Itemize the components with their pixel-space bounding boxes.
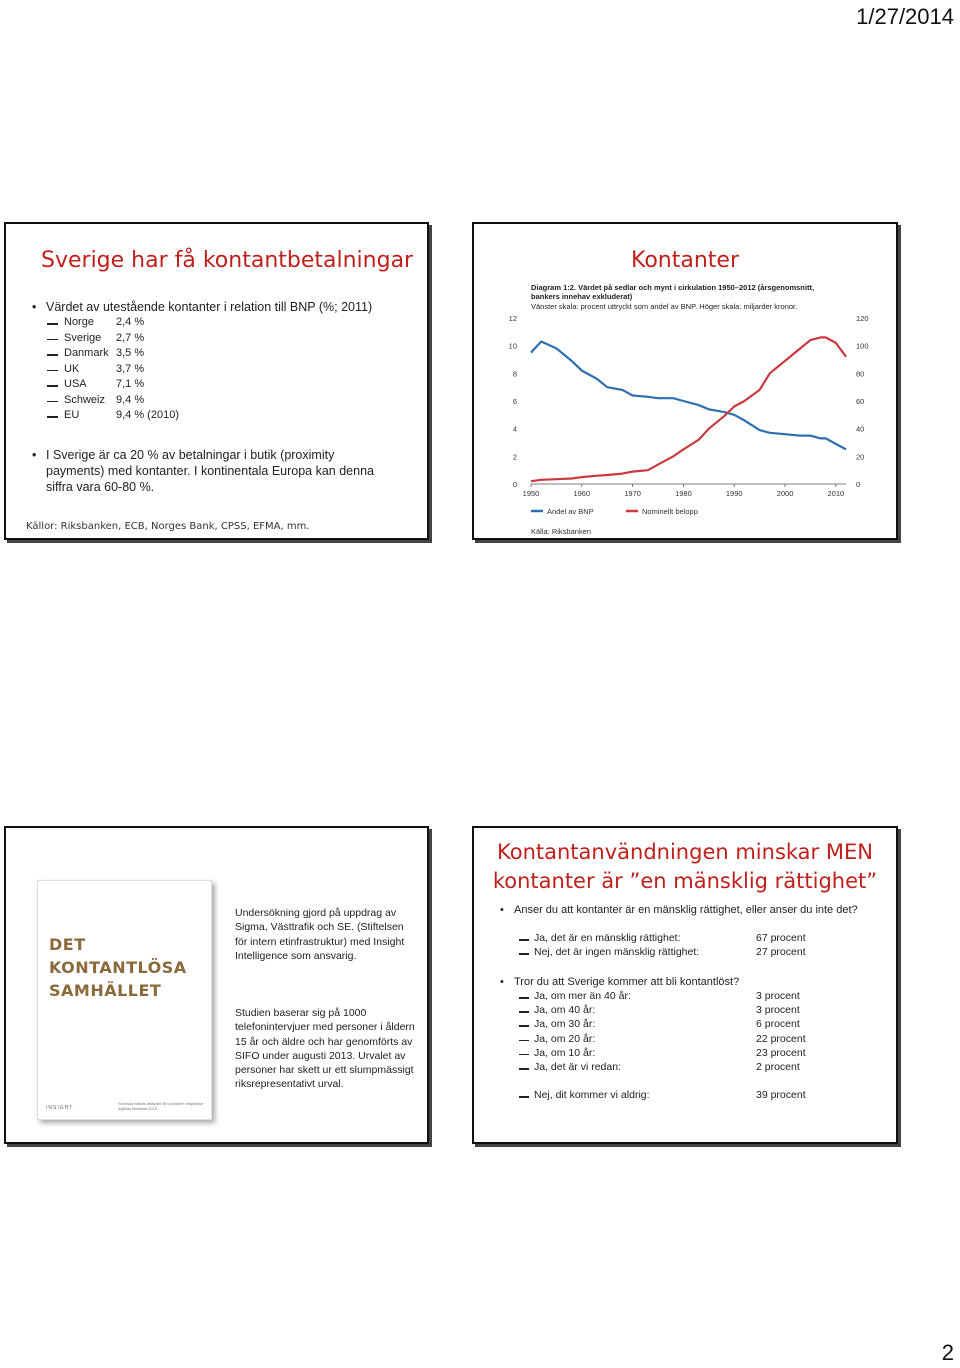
right-tick-label: 60 (856, 397, 865, 406)
chart-title-line1: Diagram 1:2. Värdet på sedlar och mynt i cirkulation 1950–2012 (årsgenomsnitt, (531, 283, 815, 292)
country-name: UK (64, 362, 80, 375)
dash (47, 385, 58, 387)
question-human-right (500, 904, 874, 916)
left-tick-label: 12 (508, 314, 517, 323)
x-tick-label: 1960 (573, 489, 591, 498)
slide-title: Sverige har få kontantbetalningar (41, 248, 414, 273)
slide-title-line: Kontantanvändningen minskar MEN (497, 840, 873, 864)
bullet-dot: • (500, 904, 504, 916)
dash (519, 1096, 529, 1098)
country-row (64, 378, 145, 390)
country-row (64, 316, 145, 328)
country-name: Schweiz (64, 393, 105, 406)
sources-note: Källor: Riksbanken, ECB, Norges Bank, CPSS, EFMA, mm. (26, 521, 310, 532)
right-tick-label: 20 (856, 452, 865, 462)
slide-survey (4, 826, 429, 1144)
left-tick-label: 10 (508, 341, 517, 351)
answer-value: 22 procent (756, 1032, 806, 1045)
answer-label: Nej, dit kommer vi aldrig: (534, 1089, 650, 1102)
left-tick-label: 6 (512, 397, 517, 406)
dash (47, 354, 58, 356)
dash (519, 997, 529, 999)
answer-value: 6 procent (756, 1018, 800, 1031)
cover-logo: INSIGHT (46, 1105, 74, 1111)
question-text: Tror du att Sverige kommer att bli kontantlöst? (514, 976, 740, 988)
country-value: 3,5 % (116, 347, 145, 359)
dash (519, 1068, 529, 1070)
page-number: 2 (941, 1340, 954, 1365)
slide-cash-chart (472, 222, 898, 540)
chart-source: Källa: Riksbanken (531, 527, 592, 536)
answer-value: 3 procent (756, 1004, 800, 1017)
country-name: Danmark (64, 347, 109, 359)
question-cashless (500, 976, 874, 988)
bullet-dot: • (32, 448, 37, 462)
left-tick-label: 4 (512, 424, 517, 434)
bullet-text-line: I Sverige är ca 20 % av betalningar i butik (proximity (46, 448, 335, 462)
left-tick-label: 2 (512, 452, 517, 462)
cover-title-line: SAMHÄLLET (49, 981, 162, 1000)
slide-human-right (472, 826, 898, 1144)
legend-label: Andel av BNP (547, 507, 594, 516)
country-row (64, 393, 145, 406)
right-tick-label: 100 (856, 341, 869, 351)
x-tick-label: 1950 (522, 489, 540, 498)
slide-title-line: kontanter är ”en mänsklig rättighet” (492, 869, 878, 893)
country-row (64, 362, 145, 375)
answer-label: Nej, det är ingen mänsklig rättighet: (534, 946, 700, 959)
bullet-text-line: payments) med kontanter. I kontinentala Europa kan denna (46, 464, 374, 478)
cover-subtitle: Svenska folkets attityder till kontanter respektive digitala betalsätt 2013 (118, 1101, 204, 1111)
bullet-text: Värdet av utestående kontanter i relation till BNP (%; 2011) (46, 300, 373, 314)
header-date: 1/27/2014 (856, 4, 954, 29)
country-name: Norge (64, 316, 94, 328)
answer-label: Ja, det är en mänsklig rättighet: (534, 932, 681, 944)
right-tick-label: 80 (856, 369, 865, 379)
x-tick-label: 2010 (827, 489, 845, 498)
question-text: Anser du att kontanter är en mänsklig rättighet, eller anser du inte det? (514, 904, 858, 916)
answer-label: Ja, det är vi redan: (534, 1061, 621, 1073)
cash-circulation-chart (476, 280, 898, 540)
x-tick-label: 2000 (776, 489, 794, 498)
country-name: EU (64, 409, 80, 421)
country-row (64, 409, 179, 421)
dash (47, 401, 58, 403)
chart-title-line2: bankers innehav exkluderat) (531, 292, 633, 301)
answer-value: 3 procent (756, 990, 800, 1002)
report-cover-image (37, 880, 212, 1120)
left-tick-label: 0 (512, 480, 517, 489)
answer-value: 39 procent (756, 1089, 806, 1102)
dash (519, 1011, 529, 1013)
answer-value: 27 procent (756, 946, 806, 959)
answer-value: 67 procent (756, 932, 806, 944)
answer-label: Ja, om 30 år: (534, 1018, 596, 1031)
answer-label: Ja, om 40 år: (534, 1004, 596, 1017)
slide-cash-payments (4, 222, 429, 540)
left-tick-label: 8 (512, 369, 517, 379)
dash (519, 953, 529, 955)
x-tick-label: 1990 (725, 489, 743, 498)
series-line-nominal (531, 337, 846, 481)
bullet-proximity (32, 447, 416, 495)
dash (519, 1054, 529, 1056)
country-value: 9,4 % (2010) (116, 409, 179, 421)
dash (47, 370, 58, 372)
bullet-cash-gdp (32, 299, 373, 315)
answer-label: Ja, om 10 år: (534, 1046, 596, 1059)
country-value: 3,7 % (116, 362, 145, 375)
survey-description: Undersökning gjord på uppdrag av Sigma, Västtrafik och SE. (Stiftelsen för intern etinfrastruktur) med Insight Intelligence som ansvarig. (235, 907, 405, 962)
country-name: USA (64, 378, 87, 390)
answer-value: 2 procent (756, 1061, 800, 1073)
answer-value: 23 procent (756, 1046, 806, 1059)
answer-label: Ja, om 20 år: (534, 1032, 596, 1045)
dash (519, 1040, 529, 1042)
x-tick-label: 1970 (624, 489, 641, 498)
slide-title: Kontanter (631, 248, 739, 273)
bullet-dot: • (500, 976, 504, 988)
dash (47, 339, 58, 341)
chart-subtitle: Vänster skala: procent uttryckt som andel av BNP. Höger skala: miljarder kronor. (531, 302, 798, 311)
right-tick-label: 120 (856, 314, 869, 323)
right-tick-label: 40 (856, 424, 865, 434)
x-tick-label: 1980 (675, 489, 692, 498)
series-line-gdp-share (531, 342, 846, 450)
cover-title-line: KONTANTLÖSA (49, 958, 187, 977)
dash (47, 416, 58, 418)
country-value: 9,4 % (116, 393, 145, 406)
bullet-text-line: siffra vara 60-80 %. (46, 480, 155, 494)
country-name: Sverige (64, 331, 102, 344)
country-row (64, 331, 145, 344)
dash (47, 323, 58, 325)
answer-label: Ja, om mer än 40 år: (534, 990, 631, 1002)
country-value: 2,4 % (116, 316, 145, 328)
bullet-dot: • (32, 300, 37, 314)
country-value: 2,7 % (116, 331, 145, 344)
country-value: 7,1 % (116, 378, 145, 390)
dash (519, 939, 529, 941)
right-tick-label: 0 (856, 480, 861, 489)
chart-series (531, 337, 846, 481)
slide-title (474, 838, 896, 896)
dash (519, 1025, 529, 1027)
survey-method: Studien baserar sig på 1000 telefonintervjuer med personer i åldern 15 år och äldre och har genomförts av SIFO under augusti 2013. Urvalet av personer har skett ur ett slumpmässigt riksrepresentativt urval. (235, 1007, 415, 1091)
country-row (64, 347, 145, 359)
chart-legend (531, 507, 698, 516)
chart-axes (509, 314, 869, 498)
legend-label: Nominellt belopp (642, 507, 698, 516)
cover-title-line: DET (49, 935, 86, 954)
